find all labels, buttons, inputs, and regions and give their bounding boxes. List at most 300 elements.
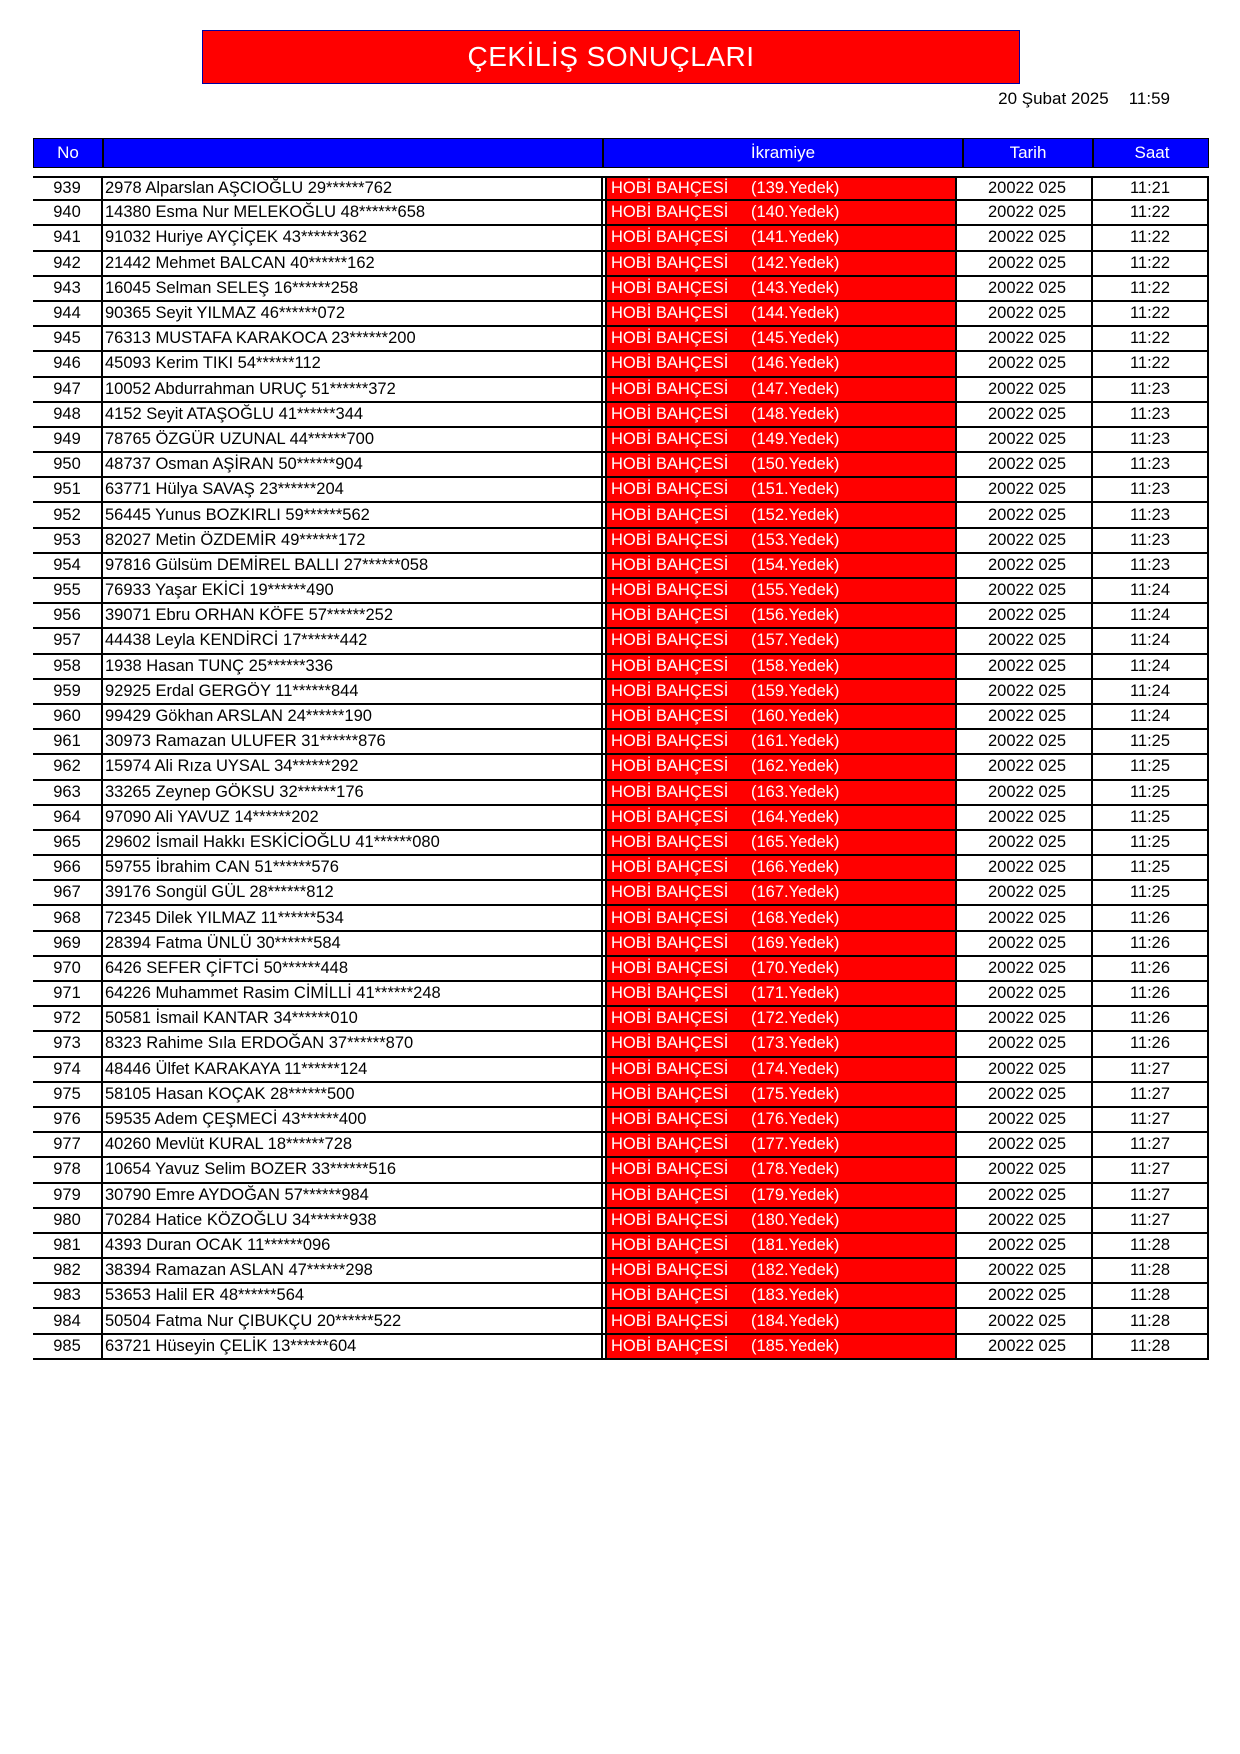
prize-name: HOBİ BAHÇESİ — [611, 656, 729, 675]
prize-name: HOBİ BAHÇESİ — [611, 1235, 729, 1254]
prize-cell — [605, 1335, 957, 1358]
prize-cell — [605, 503, 957, 526]
reserve-number: (168.Yedek) — [751, 908, 840, 927]
table-row — [33, 201, 1209, 226]
reserve-number: (165.Yedek) — [751, 832, 840, 851]
reserve-number: (139.Yedek) — [751, 179, 840, 198]
column-header-no: No — [34, 139, 104, 167]
participant-name: 56445 Yunus BOZKIRLI 59******562 — [103, 503, 603, 526]
prize-name: HOBİ BAHÇESİ — [611, 1084, 729, 1103]
draw-time: 11:27 — [1093, 1209, 1209, 1232]
draw-time: 11:21 — [1093, 178, 1209, 199]
prize-cell — [605, 529, 957, 552]
draw-date: 20022 025 — [963, 831, 1093, 854]
prize-cell — [605, 806, 957, 829]
participant-name: 97816 Gülsüm DEMİREL BALLI 27******058 — [103, 554, 603, 577]
reserve-number: (177.Yedek) — [751, 1135, 840, 1154]
participant-name: 30790 Emre AYDOĞAN 57******984 — [103, 1184, 603, 1207]
reserve-number: (167.Yedek) — [751, 883, 840, 902]
table-row — [33, 1284, 1209, 1309]
draw-date: 20022 025 — [963, 327, 1093, 350]
table-row — [33, 906, 1209, 931]
participant-name: 78765 ÖZGÜR UZUNAL 44******700 — [103, 428, 603, 451]
draw-time: 11:23 — [1093, 503, 1209, 526]
row-number: 981 — [33, 1234, 103, 1257]
reserve-number: (153.Yedek) — [751, 530, 840, 549]
row-number: 972 — [33, 1007, 103, 1030]
participant-name: 82027 Metin ÖZDEMİR 49******172 — [103, 529, 603, 552]
prize-cell — [605, 1007, 957, 1030]
row-number: 985 — [33, 1335, 103, 1358]
prize-name: HOBİ BAHÇESİ — [611, 555, 729, 574]
participant-name: 59535 Adem ÇEŞMECİ 43******400 — [103, 1108, 603, 1131]
participant-name: 4393 Duran OCAK 11******096 — [103, 1234, 603, 1257]
draw-time: 11:22 — [1093, 302, 1209, 325]
prize-cell — [605, 629, 957, 652]
draw-date: 20022 025 — [963, 655, 1093, 678]
draw-date: 20022 025 — [963, 1133, 1093, 1156]
row-number: 978 — [33, 1158, 103, 1181]
draw-date: 20022 025 — [963, 378, 1093, 401]
draw-time: 11:25 — [1093, 881, 1209, 904]
draw-time: 11:24 — [1093, 629, 1209, 652]
row-number: 945 — [33, 327, 103, 350]
prize-cell — [605, 680, 957, 703]
reserve-number: (163.Yedek) — [751, 782, 840, 801]
draw-time: 11:25 — [1093, 781, 1209, 804]
reserve-number: (143.Yedek) — [751, 278, 840, 297]
prize-name: HOBİ BAHÇESİ — [611, 480, 729, 499]
draw-time: 11:25 — [1093, 856, 1209, 879]
draw-date: 20022 025 — [963, 932, 1093, 955]
row-number: 946 — [33, 352, 103, 375]
reserve-number: (145.Yedek) — [751, 329, 840, 348]
row-number: 954 — [33, 554, 103, 577]
row-number: 964 — [33, 806, 103, 829]
reserve-number: (162.Yedek) — [751, 757, 840, 776]
draw-date: 20022 025 — [963, 178, 1093, 199]
table-row — [33, 226, 1209, 251]
reserve-number: (180.Yedek) — [751, 1210, 840, 1229]
reserve-number: (146.Yedek) — [751, 354, 840, 373]
row-number: 983 — [33, 1284, 103, 1307]
participant-name: 2978 Alparslan AŞCIOĞLU 29******762 — [103, 178, 603, 199]
participant-name: 1938 Hasan TUNÇ 25******336 — [103, 655, 603, 678]
row-number: 970 — [33, 957, 103, 980]
table-row — [33, 604, 1209, 629]
table-row — [33, 1133, 1209, 1158]
prize-cell — [605, 906, 957, 929]
prize-name: HOBİ BAHÇESİ — [611, 606, 729, 625]
row-number: 944 — [33, 302, 103, 325]
page-title: ÇEKİLİŞ SONUÇLARI — [202, 30, 1020, 84]
participant-name: 10654 Yavuz Selim BOZER 33******516 — [103, 1158, 603, 1181]
participant-name: 76933 Yaşar EKİCİ 19******490 — [103, 579, 603, 602]
prize-cell — [605, 327, 957, 350]
row-number: 984 — [33, 1309, 103, 1332]
reserve-number: (185.Yedek) — [751, 1336, 840, 1355]
prize-name: HOBİ BAHÇESİ — [611, 1034, 729, 1053]
row-number: 977 — [33, 1133, 103, 1156]
participant-name: 8323 Rahime Sıla ERDOĞAN 37******870 — [103, 1032, 603, 1055]
draw-date: 20022 025 — [963, 1108, 1093, 1131]
draw-date: 20022 025 — [963, 226, 1093, 249]
reserve-number: (182.Yedek) — [751, 1261, 840, 1280]
draw-time: 11:26 — [1093, 1032, 1209, 1055]
participant-name: 90365 Seyit YILMAZ 46******072 — [103, 302, 603, 325]
draw-time: 11:27 — [1093, 1133, 1209, 1156]
table-row — [33, 982, 1209, 1007]
draw-time: 11:23 — [1093, 554, 1209, 577]
reserve-number: (144.Yedek) — [751, 304, 840, 323]
prize-name: HOBİ BAHÇESİ — [611, 757, 729, 776]
row-number: 973 — [33, 1032, 103, 1055]
draw-date: 20022 025 — [963, 1032, 1093, 1055]
prize-cell — [605, 1032, 957, 1055]
table-row — [33, 957, 1209, 982]
table-row — [33, 755, 1209, 780]
reserve-number: (184.Yedek) — [751, 1311, 840, 1330]
draw-time: 11:23 — [1093, 428, 1209, 451]
reserve-number: (155.Yedek) — [751, 581, 840, 600]
draw-time: 11:22 — [1093, 327, 1209, 350]
prize-cell — [605, 428, 957, 451]
draw-time: 11:26 — [1093, 957, 1209, 980]
draw-date: 20022 025 — [963, 403, 1093, 426]
prize-cell — [605, 1184, 957, 1207]
row-number: 965 — [33, 831, 103, 854]
prize-name: HOBİ BAHÇESİ — [611, 631, 729, 650]
prize-cell — [605, 982, 957, 1005]
prize-cell — [605, 1083, 957, 1106]
prize-cell — [605, 1234, 957, 1257]
draw-date: 20022 025 — [963, 806, 1093, 829]
prize-cell — [605, 453, 957, 476]
table-row — [33, 1032, 1209, 1057]
draw-time: 11:24 — [1093, 604, 1209, 627]
draw-time: 11:25 — [1093, 755, 1209, 778]
prize-name: HOBİ BAHÇESİ — [611, 1286, 729, 1305]
table-row — [33, 881, 1209, 906]
reserve-number: (181.Yedek) — [751, 1235, 840, 1254]
participant-name: 63721 Hüseyin ÇELİK 13******604 — [103, 1335, 603, 1358]
table-row — [33, 1083, 1209, 1108]
prize-name: HOBİ BAHÇESİ — [611, 581, 729, 600]
participant-name: 72345 Dilek YILMAZ 11******534 — [103, 906, 603, 929]
table-header — [33, 138, 1209, 168]
draw-date: 20022 025 — [963, 1234, 1093, 1257]
prize-name: HOBİ BAHÇESİ — [611, 329, 729, 348]
participant-name: 53653 Halil ER 48******564 — [103, 1284, 603, 1307]
table-row — [33, 327, 1209, 352]
participant-name: 91032 Huriye AYÇİÇEK 43******362 — [103, 226, 603, 249]
prize-name: HOBİ BAHÇESİ — [611, 1336, 729, 1355]
draw-time: 11:22 — [1093, 201, 1209, 224]
prize-name: HOBİ BAHÇESİ — [611, 304, 729, 323]
row-number: 949 — [33, 428, 103, 451]
prize-name: HOBİ BAHÇESİ — [611, 832, 729, 851]
draw-time: 11:23 — [1093, 453, 1209, 476]
prize-name: HOBİ BAHÇESİ — [611, 379, 729, 398]
draw-time: 11:27 — [1093, 1058, 1209, 1081]
prize-cell — [605, 755, 957, 778]
row-number: 942 — [33, 252, 103, 275]
table-row — [33, 378, 1209, 403]
table-row — [33, 529, 1209, 554]
prize-cell — [605, 957, 957, 980]
column-header-name — [104, 139, 604, 167]
row-number: 974 — [33, 1058, 103, 1081]
prize-cell — [605, 781, 957, 804]
draw-time: 11:28 — [1093, 1234, 1209, 1257]
draw-date: 20022 025 — [963, 352, 1093, 375]
participant-name: 6426 SEFER ÇİFTCİ 50******448 — [103, 957, 603, 980]
participant-name: 92925 Erdal GERGÖY 11******844 — [103, 680, 603, 703]
reserve-number: (174.Yedek) — [751, 1059, 840, 1078]
draw-date: 20022 025 — [963, 453, 1093, 476]
participant-name: 14380 Esma Nur MELEKOĞLU 48******658 — [103, 201, 603, 224]
column-header-time: Saat — [1134, 143, 1170, 162]
draw-time: 11:28 — [1093, 1335, 1209, 1358]
participant-name: 50504 Fatma Nur ÇIBUKÇU 20******522 — [103, 1309, 603, 1332]
prize-cell — [605, 705, 957, 728]
prize-name: HOBİ BAHÇESİ — [611, 354, 729, 373]
prize-cell — [605, 579, 957, 602]
reserve-number: (173.Yedek) — [751, 1034, 840, 1053]
table-row — [33, 1007, 1209, 1032]
prize-name: HOBİ BAHÇESİ — [611, 1311, 729, 1330]
prize-cell — [605, 478, 957, 501]
report-time: 11:59 — [1128, 89, 1170, 108]
reserve-number: (156.Yedek) — [751, 606, 840, 625]
participant-name: 4152 Seyit ATAŞOĞLU 41******344 — [103, 403, 603, 426]
table-row — [33, 579, 1209, 604]
table-row — [33, 1259, 1209, 1284]
participant-name: 76313 MUSTAFA KARAKOCA 23******200 — [103, 327, 603, 350]
reserve-number: (147.Yedek) — [751, 379, 840, 398]
prize-name: HOBİ BAHÇESİ — [611, 228, 729, 247]
draw-time: 11:28 — [1093, 1309, 1209, 1332]
row-number: 956 — [33, 604, 103, 627]
participant-name: 39071 Ebru ORHAN KÖFE 57******252 — [103, 604, 603, 627]
table-row — [33, 352, 1209, 377]
participant-name: 45093 Kerim TIKI 54******112 — [103, 352, 603, 375]
prize-cell — [605, 604, 957, 627]
reserve-number: (141.Yedek) — [751, 228, 840, 247]
row-number: 947 — [33, 378, 103, 401]
draw-date: 20022 025 — [963, 302, 1093, 325]
prize-name: HOBİ BAHÇESİ — [611, 958, 729, 977]
prize-cell — [605, 252, 957, 275]
row-number: 982 — [33, 1259, 103, 1282]
report-date: 20 Şubat 2025 — [998, 89, 1109, 108]
participant-name: 39176 Songül GÜL 28******812 — [103, 881, 603, 904]
draw-date: 20022 025 — [963, 529, 1093, 552]
prize-name: HOBİ BAHÇESİ — [611, 1135, 729, 1154]
table-row — [33, 428, 1209, 453]
prize-name: HOBİ BAHÇESİ — [611, 908, 729, 927]
table-row — [33, 629, 1209, 654]
draw-time: 11:23 — [1093, 529, 1209, 552]
table-row — [33, 1058, 1209, 1083]
row-number: 967 — [33, 881, 103, 904]
draw-time: 11:27 — [1093, 1158, 1209, 1181]
draw-time: 11:25 — [1093, 831, 1209, 854]
reserve-number: (172.Yedek) — [751, 1009, 840, 1028]
prize-name: HOBİ BAHÇESİ — [611, 883, 729, 902]
prize-name: HOBİ BAHÇESİ — [611, 1110, 729, 1129]
row-number: 976 — [33, 1108, 103, 1131]
reserve-number: (164.Yedek) — [751, 807, 840, 826]
draw-time: 11:24 — [1093, 705, 1209, 728]
draw-date: 20022 025 — [963, 629, 1093, 652]
row-number: 980 — [33, 1209, 103, 1232]
table-row — [33, 1234, 1209, 1259]
participant-name: 16045 Selman SELEŞ 16******258 — [103, 277, 603, 300]
reserve-number: (150.Yedek) — [751, 455, 840, 474]
prize-cell — [605, 277, 957, 300]
row-number: 971 — [33, 982, 103, 1005]
draw-date: 20022 025 — [963, 252, 1093, 275]
table-row — [33, 403, 1209, 428]
draw-time: 11:27 — [1093, 1108, 1209, 1131]
participant-name: 63771 Hülya SAVAŞ 23******204 — [103, 478, 603, 501]
draw-date: 20022 025 — [963, 503, 1093, 526]
table-row — [33, 1108, 1209, 1133]
reserve-number: (161.Yedek) — [751, 732, 840, 751]
prize-name: HOBİ BAHÇESİ — [611, 278, 729, 297]
row-number: 962 — [33, 755, 103, 778]
participant-name: 99429 Gökhan ARSLAN 24******190 — [103, 705, 603, 728]
draw-time: 11:24 — [1093, 655, 1209, 678]
reserve-number: (170.Yedek) — [751, 958, 840, 977]
table-row — [33, 1335, 1209, 1360]
table-row — [33, 1184, 1209, 1209]
row-number: 975 — [33, 1083, 103, 1106]
participant-name: 40260 Mevlüt KURAL 18******728 — [103, 1133, 603, 1156]
draw-date: 20022 025 — [963, 906, 1093, 929]
participant-name: 28394 Fatma ÜNLÜ 30******584 — [103, 932, 603, 955]
row-number: 939 — [33, 178, 103, 199]
reserve-number: (171.Yedek) — [751, 984, 840, 1003]
table-row — [33, 277, 1209, 302]
prize-name: HOBİ BAHÇESİ — [611, 984, 729, 1003]
draw-date: 20022 025 — [963, 478, 1093, 501]
draw-time: 11:23 — [1093, 478, 1209, 501]
prize-cell — [605, 881, 957, 904]
prize-name: HOBİ BAHÇESİ — [611, 1210, 729, 1229]
draw-date: 20022 025 — [963, 856, 1093, 879]
participant-name: 58105 Hasan KOÇAK 28******500 — [103, 1083, 603, 1106]
draw-time: 11:26 — [1093, 906, 1209, 929]
draw-time: 11:24 — [1093, 579, 1209, 602]
row-number: 963 — [33, 781, 103, 804]
table-row — [33, 176, 1209, 201]
draw-time: 11:22 — [1093, 226, 1209, 249]
reserve-number: (159.Yedek) — [751, 681, 840, 700]
draw-date: 20022 025 — [963, 982, 1093, 1005]
results-table — [33, 176, 1209, 1360]
prize-cell — [605, 554, 957, 577]
prize-name: HOBİ BAHÇESİ — [611, 253, 729, 272]
table-row — [33, 1309, 1209, 1334]
draw-date: 20022 025 — [963, 957, 1093, 980]
table-row — [33, 554, 1209, 579]
prize-name: HOBİ BAHÇESİ — [611, 858, 729, 877]
participant-name: 48737 Osman AŞİRAN 50******904 — [103, 453, 603, 476]
prize-name: HOBİ BAHÇESİ — [611, 732, 729, 751]
prize-cell — [605, 352, 957, 375]
draw-date: 20022 025 — [963, 730, 1093, 753]
prize-cell — [605, 831, 957, 854]
participant-name: 59755 İbrahim CAN 51******576 — [103, 856, 603, 879]
draw-date: 20022 025 — [963, 428, 1093, 451]
draw-time: 11:24 — [1093, 680, 1209, 703]
draw-time: 11:27 — [1093, 1083, 1209, 1106]
draw-date: 20022 025 — [963, 579, 1093, 602]
row-number: 968 — [33, 906, 103, 929]
draw-time: 11:22 — [1093, 277, 1209, 300]
row-number: 941 — [33, 226, 103, 249]
prize-cell — [605, 856, 957, 879]
prize-name: HOBİ BAHÇESİ — [611, 1185, 729, 1204]
reserve-number: (183.Yedek) — [751, 1286, 840, 1305]
prize-name: HOBİ BAHÇESİ — [611, 455, 729, 474]
reserve-number: (169.Yedek) — [751, 933, 840, 952]
draw-time: 11:27 — [1093, 1184, 1209, 1207]
prize-cell — [605, 655, 957, 678]
draw-date: 20022 025 — [963, 554, 1093, 577]
participant-name: 38394 Ramazan ASLAN 47******298 — [103, 1259, 603, 1282]
table-row — [33, 680, 1209, 705]
table-row — [33, 1158, 1209, 1183]
prize-name: HOBİ BAHÇESİ — [611, 681, 729, 700]
draw-date: 20022 025 — [963, 604, 1093, 627]
draw-date: 20022 025 — [963, 277, 1093, 300]
draw-time: 11:23 — [1093, 378, 1209, 401]
reserve-number: (148.Yedek) — [751, 404, 840, 423]
table-row — [33, 503, 1209, 528]
draw-date: 20022 025 — [963, 781, 1093, 804]
draw-date: 20022 025 — [963, 705, 1093, 728]
reserve-number: (178.Yedek) — [751, 1160, 840, 1179]
prize-cell — [605, 226, 957, 249]
row-number: 966 — [33, 856, 103, 879]
column-header-date: Tarih — [964, 139, 1094, 167]
prize-name: HOBİ BAHÇESİ — [611, 1160, 729, 1179]
draw-date: 20022 025 — [963, 1007, 1093, 1030]
participant-name: 97090 Ali YAVUZ 14******202 — [103, 806, 603, 829]
participant-name: 44438 Leyla KENDİRCİ 17******442 — [103, 629, 603, 652]
participant-name: 64226 Muhammet Rasim CİMİLLİ 41******248 — [103, 982, 603, 1005]
prize-name: HOBİ BAHÇESİ — [611, 782, 729, 801]
draw-date: 20022 025 — [963, 1335, 1093, 1358]
row-number: 957 — [33, 629, 103, 652]
table-row — [33, 302, 1209, 327]
prize-cell — [605, 178, 957, 199]
reserve-number: (160.Yedek) — [751, 707, 840, 726]
participant-name: 33265 Zeynep GÖKSU 32******176 — [103, 781, 603, 804]
draw-time: 11:26 — [1093, 932, 1209, 955]
table-row — [33, 705, 1209, 730]
draw-date: 20022 025 — [963, 1284, 1093, 1307]
draw-time: 11:25 — [1093, 730, 1209, 753]
participant-name: 29602 İsmail Hakkı ESKİCİOĞLU 41******080 — [103, 831, 603, 854]
prize-cell — [605, 1284, 957, 1307]
reserve-number: (176.Yedek) — [751, 1110, 840, 1129]
row-number: 979 — [33, 1184, 103, 1207]
draw-date: 20022 025 — [963, 1184, 1093, 1207]
